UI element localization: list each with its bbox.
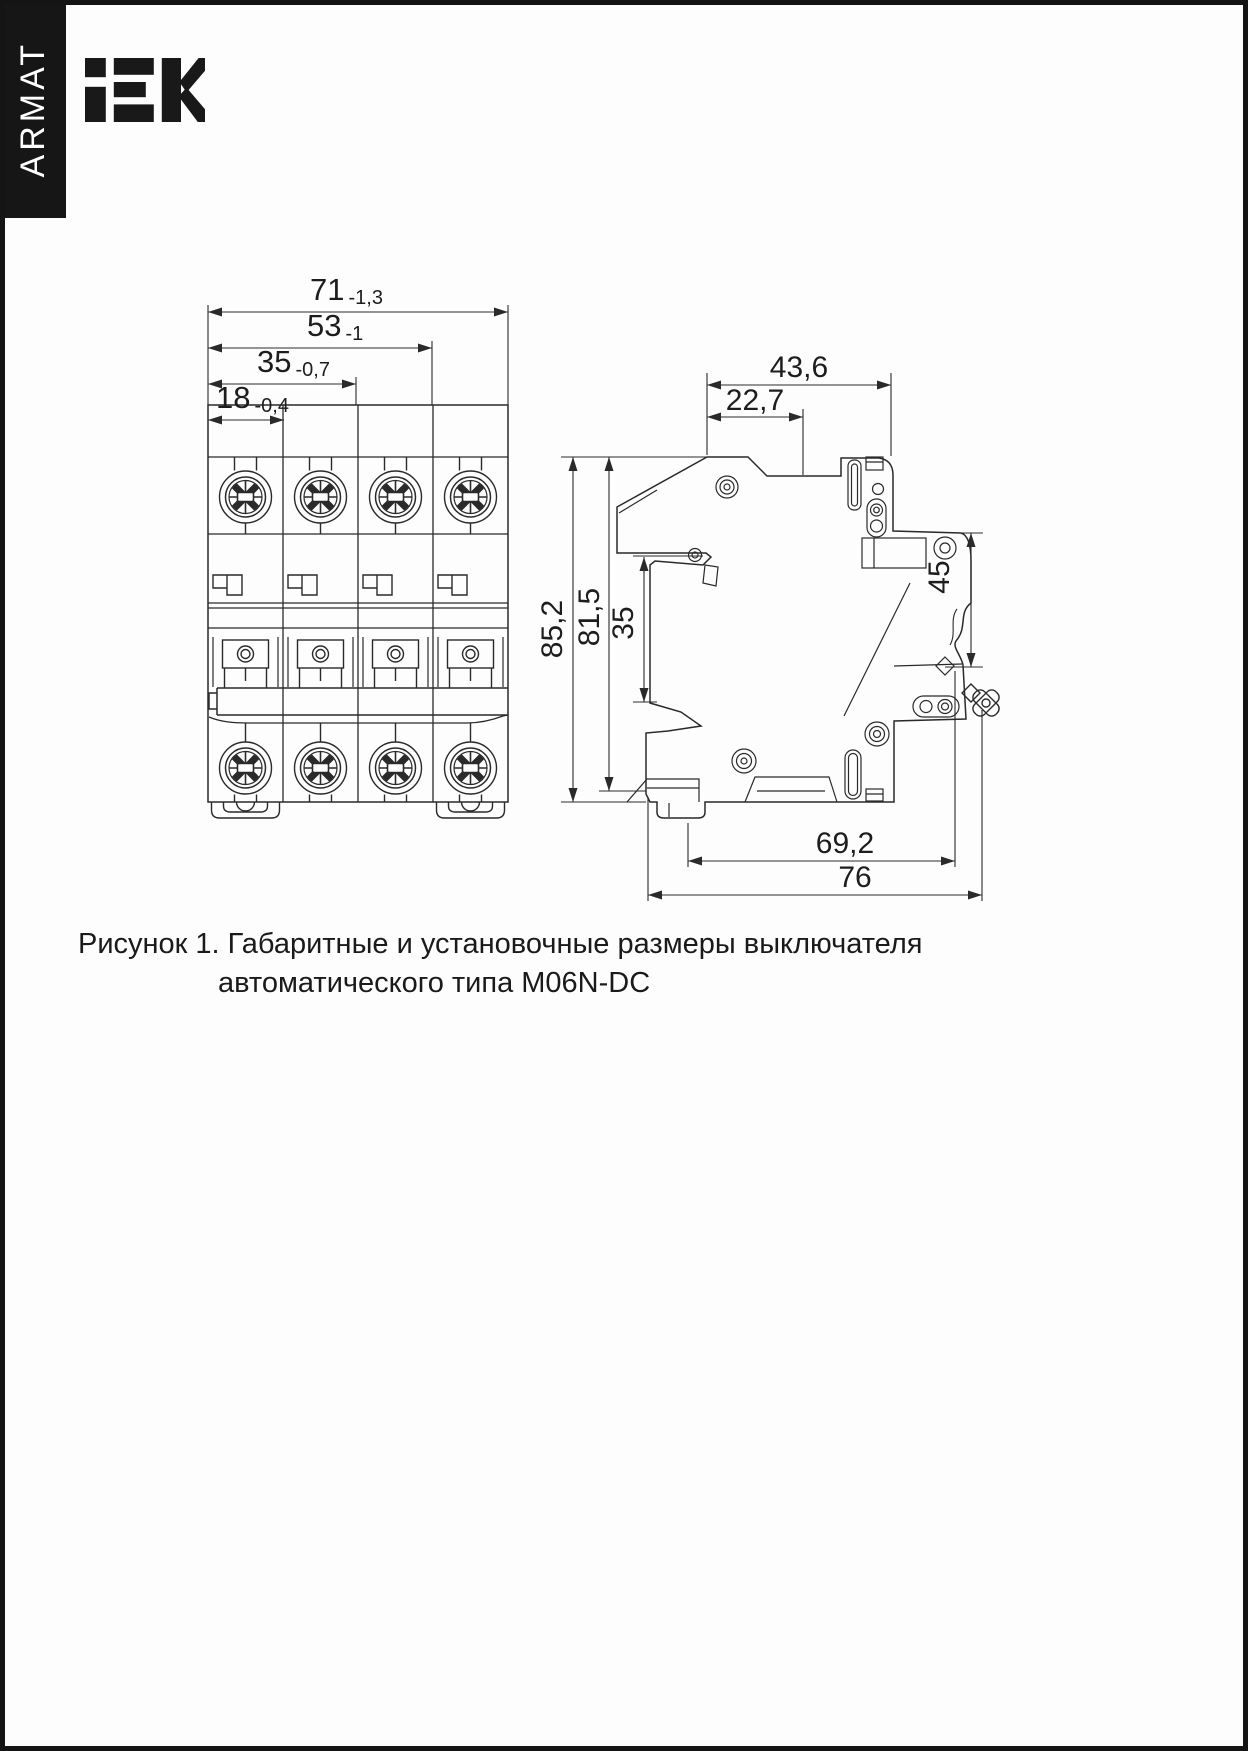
dim-69-2: 69,2 (815, 827, 875, 860)
figure-caption-line1: Рисунок 1. Габаритные и установочные размеры выключателя (78, 928, 923, 960)
dim-35-din: 35 (607, 606, 640, 640)
dim-18: 18 -0,4 (216, 380, 289, 417)
dim-76: 76 (838, 861, 872, 894)
dim-71: 71 -1,3 (310, 272, 383, 309)
dim-81-5: 81,5 (573, 587, 606, 647)
side-details (619, 457, 962, 817)
front-dimensions (208, 272, 508, 425)
dimension-drawing (5, 5, 1248, 1751)
figure-caption-line2: автоматического типа М06N-DC (218, 967, 651, 999)
front-view (208, 405, 508, 818)
side-outline (617, 457, 971, 818)
brand-vertical-label: ARMAT (13, 40, 52, 178)
side-dim-labels (536, 351, 956, 894)
terminal-screw (962, 682, 1007, 724)
dim-22-7: 22,7 (725, 384, 785, 417)
front-dim-labels (216, 272, 383, 417)
dim-85-2: 85,2 (536, 599, 569, 659)
front-mounting-feet (212, 802, 505, 818)
front-pole-flags (213, 575, 467, 595)
dim-45: 45 (923, 560, 956, 594)
figure-caption (78, 925, 922, 1003)
dim-43-6: 43,6 (769, 351, 829, 384)
side-dimensions (536, 351, 983, 901)
dim-35: 35 -0,7 (257, 344, 330, 381)
dim-53: 53 -1 (307, 308, 364, 345)
side-view (617, 457, 1007, 818)
